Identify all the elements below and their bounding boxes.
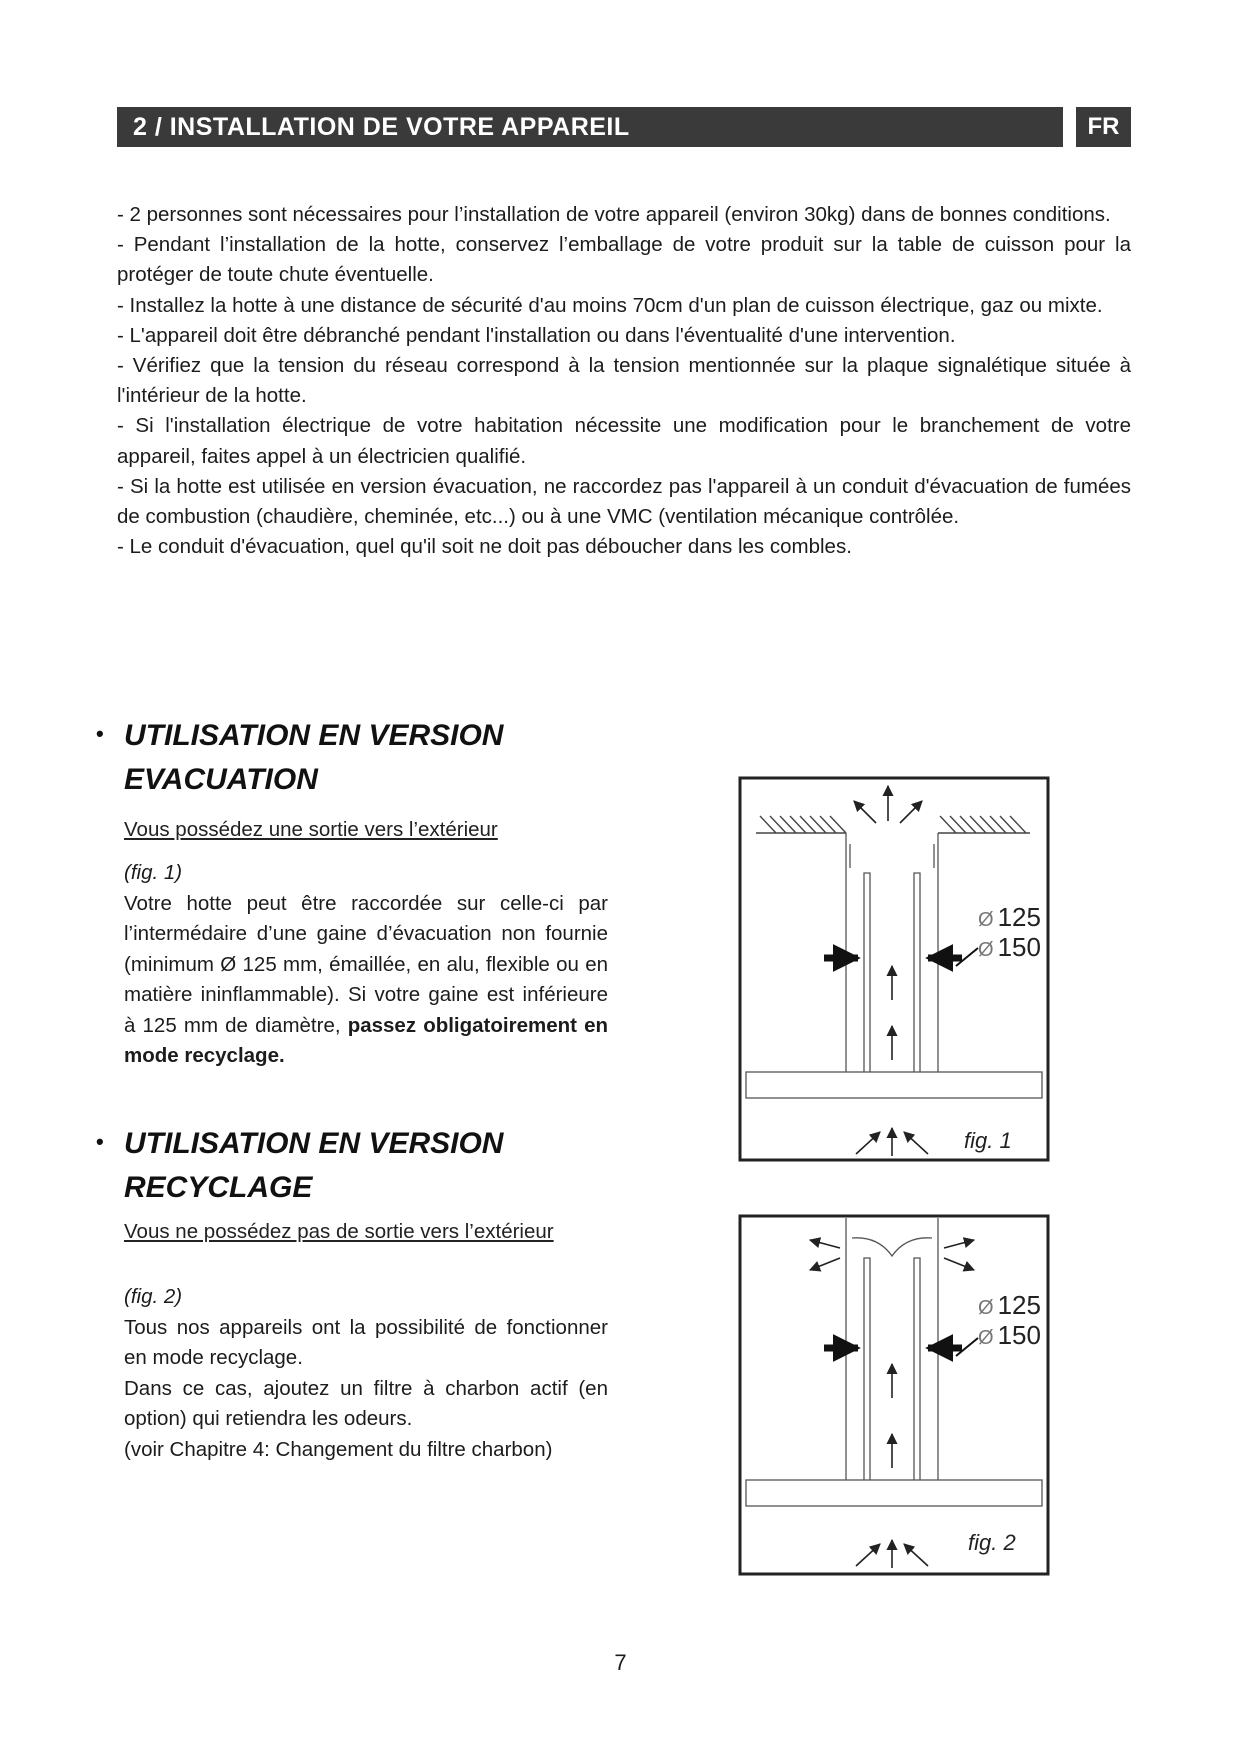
page-number: 7	[614, 1650, 627, 1675]
intro-instructions	[117, 200, 1131, 562]
diameter-symbol: Ø	[978, 909, 994, 931]
instruction-line: - L'appareil doit être débranché pendant l'installation ou dans l'éventualité d'une intervention.	[117, 323, 956, 347]
diameter-symbol: Ø	[978, 939, 994, 961]
fig1-label: fig. 1	[964, 1128, 1012, 1153]
fig1-diameter-125: 125	[997, 902, 1041, 932]
instruction-line: - 2 personnes sont nécessaires pour l’installation de votre appareil (environ 30kg) dans de bonnes conditions.	[117, 203, 1111, 226]
instruction-line: - Pendant l’installation de la hotte, conservez l’emballage de votre produit sur la table de cuisson pour la protéger de toute chute éventuelle.	[117, 233, 1131, 287]
fig2-diagram	[738, 1214, 1050, 1576]
bullet-icon: •	[96, 721, 104, 746]
evacuation-body	[124, 858, 608, 1072]
bullet-icon: •	[96, 1129, 104, 1154]
hood-canopy	[746, 1072, 1042, 1098]
fig1-reference: (fig. 1)	[124, 861, 183, 884]
recyclage-paragraph-3: (voir Chapitre 4: Changement du filtre charbon)	[124, 1437, 553, 1461]
evacuation-text: Votre hotte peut être raccordée sur celle-ci par l’intermédaire d’une gaine d’évacuation non fournie (minimum Ø 125 mm, émaillée, en alu, flexible ou en matière ininflammable). Si votre gaine est inférieure à 125 mm de diamètre,	[124, 891, 608, 1037]
fig2-diameter-150: 150	[997, 1320, 1041, 1350]
figure-2-recyclage	[738, 1214, 1050, 1576]
fig1-diameter-150: 150	[997, 932, 1041, 962]
diameter-symbol: Ø	[978, 1327, 994, 1349]
instruction-line: - Si l'installation électrique de votre habitation nécessite une modification pour le branchement de votre appareil, faites appel à un électricien qualifié.	[117, 414, 1131, 468]
evacuation-warning: passez obligatoirement en mode recyclage.	[124, 1013, 609, 1067]
recyclage-paragraph-1: Tous nos appareils ont la possibilité de fonctionner en mode recyclage.	[124, 1315, 608, 1369]
instruction-line: - Le conduit d'évacuation, quel qu'il soit ne doit pas déboucher dans les combles.	[117, 535, 852, 559]
evacuation-subtitle: Vous possédez une sortie vers l’extérieur	[124, 818, 498, 841]
hood-canopy	[746, 1480, 1042, 1506]
recyclage-subtitle: Vous ne possédez pas de sortie vers l’extérieur	[124, 1220, 554, 1243]
recyclage-section-title	[96, 1120, 503, 1210]
instruction-line: - Vérifiez que la tension du réseau correspond à la tension mentionnée sur la plaque signalétique située à l'intérieur de la hotte.	[117, 354, 1131, 408]
fig2-frame	[740, 1216, 1048, 1574]
fig1-frame	[740, 778, 1048, 1160]
fig1-diagram	[738, 776, 1050, 1162]
recyclage-paragraph-2: Dans ce cas, ajoutez un filtre à charbon actif (en option) qui retiendra les odeurs.	[124, 1376, 608, 1430]
fig2-reference: (fig. 2)	[124, 1285, 183, 1308]
chapter-header: 2 / INSTALLATION DE VOTRE APPAREIL	[117, 107, 1063, 147]
recyclage-title-line1: UTILISATION EN VERSION	[124, 1127, 504, 1160]
figure-1-evacuation	[738, 776, 1050, 1162]
instruction-line: - Installez la hotte à une distance de sécurité d'au moins 70cm d'un plan de cuisson électrique, gaz ou mixte.	[117, 293, 1103, 317]
instruction-line: - Si la hotte est utilisée en version évacuation, ne raccordez pas l'appareil à un conduit d'évacuation de fumées de combustion (chaudière, cheminée, etc...) ou à une VMC (ventilation mécanique contrôlée.	[117, 474, 1131, 529]
evacuation-title-line2: EVACUATION	[124, 763, 318, 796]
diameter-symbol: Ø	[978, 1297, 994, 1319]
evacuation-paragraph	[124, 889, 608, 1072]
evacuation-title-line1: UTILISATION EN VERSION	[124, 719, 504, 752]
language-badge: FR	[1076, 107, 1131, 147]
evacuation-section-title	[96, 712, 503, 802]
fig2-diameter-125: 125	[997, 1290, 1041, 1320]
recyclage-body	[124, 1282, 608, 1465]
fig2-label: fig. 2	[968, 1530, 1016, 1555]
recyclage-title-line2: RECYCLAGE	[124, 1171, 313, 1204]
